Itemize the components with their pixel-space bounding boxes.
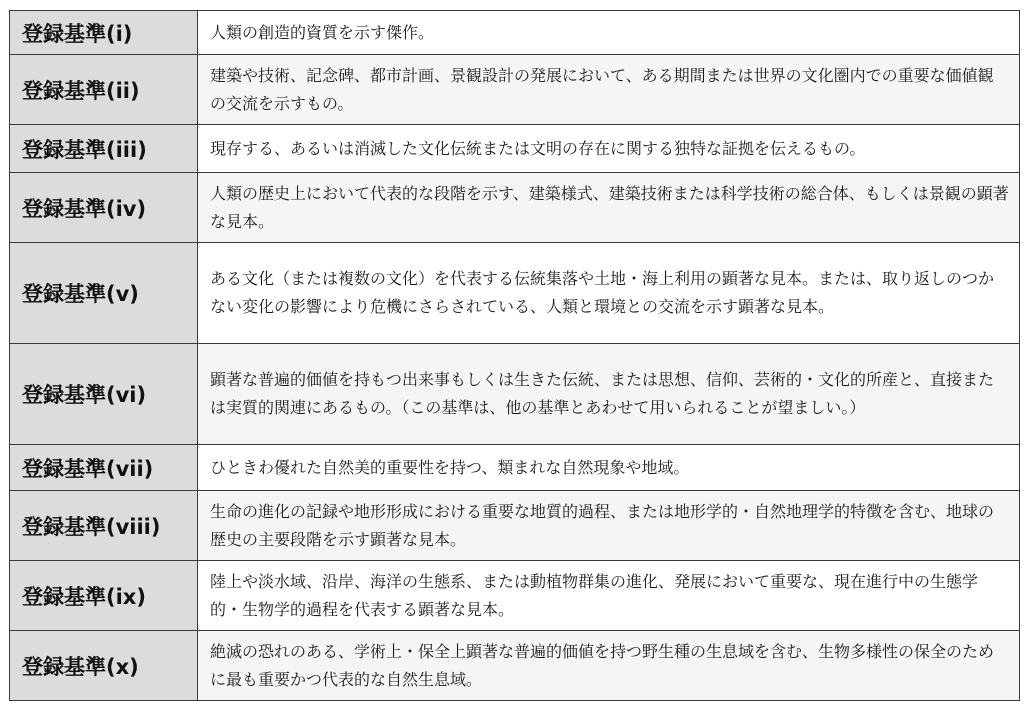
- criteria-row: [10, 55, 1020, 125]
- criteria-row: [10, 344, 1020, 445]
- criterion-description: ある文化（または複数の文化）を代表する伝統集落や土地・海上利用の顕著な見本。または、取り返しのつかない変化の影響により危機にさらされている、人類と環境との交流を示す顕著な見本。: [198, 243, 1020, 344]
- criterion-label: 登録基準(ⅴ): [10, 243, 198, 344]
- criterion-label: 登録基準(ii): [10, 55, 198, 125]
- criterion-label: 登録基準(viii): [10, 491, 198, 561]
- criterion-description: 生命の進化の記録や地形形成における重要な地質的過程、または地形学的・自然地理学的特徴を含む、地球の歴史の主要段階を示す顕著な見本。: [198, 491, 1020, 561]
- criteria-row: [10, 561, 1020, 631]
- criteria-row: [10, 631, 1020, 701]
- criterion-label: 登録基準(ix): [10, 561, 198, 631]
- criteria-table: [9, 10, 1020, 701]
- criteria-row: [10, 243, 1020, 344]
- criteria-row: [10, 445, 1020, 491]
- criterion-description: 人類の歴史上において代表的な段階を示す、建築様式、建築技術または科学技術の総合体、もしくは景観の顕著な見本。: [198, 173, 1020, 243]
- criterion-label: 登録基準(ⅹ): [10, 631, 198, 701]
- criteria-row: [10, 491, 1020, 561]
- criterion-description: 現存する、あるいは消滅した文化伝統または文明の存在に関する独特な証拠を伝えるもの。: [198, 125, 1020, 173]
- criterion-description: 陸上や淡水域、沿岸、海洋の生態系、または動植物群集の進化、発展において重要な、現在進行中の生態学的・生物学的過程を代表する顕著な見本。: [198, 561, 1020, 631]
- criterion-description: ひときわ優れた自然美的重要性を持つ、類まれな自然現象や地域。: [198, 445, 1020, 491]
- criterion-description: 人類の創造的資質を示す傑作。: [198, 11, 1020, 55]
- criterion-description: 絶滅の恐れのある、学術上・保全上顕著な普遍的価値を持つ野生種の生息域を含む、生物多様性の保全のために最も重要かつ代表的な自然生息域。: [198, 631, 1020, 701]
- criterion-label: 登録基準(ⅰ): [10, 11, 198, 55]
- criteria-row: [10, 173, 1020, 243]
- criteria-row: [10, 11, 1020, 55]
- criterion-description: 顕著な普遍的価値を持もつ出来事もしくは生きた伝統、または思想、信仰、芸術的・文化的所産と、直接または実質的関連にあるもの。（この基準は、他の基準とあわせて用いられることが望ましい。）: [198, 344, 1020, 445]
- criterion-label: 登録基準(iv): [10, 173, 198, 243]
- criterion-label: 登録基準(vii): [10, 445, 198, 491]
- criterion-description: 建築や技術、記念碑、都市計画、景観設計の発展において、ある期間または世界の文化圏内での重要な価値観の交流を示すもの。: [198, 55, 1020, 125]
- criterion-label: 登録基準(iii): [10, 125, 198, 173]
- criteria-row: [10, 125, 1020, 173]
- criterion-label: 登録基準(vi): [10, 344, 198, 445]
